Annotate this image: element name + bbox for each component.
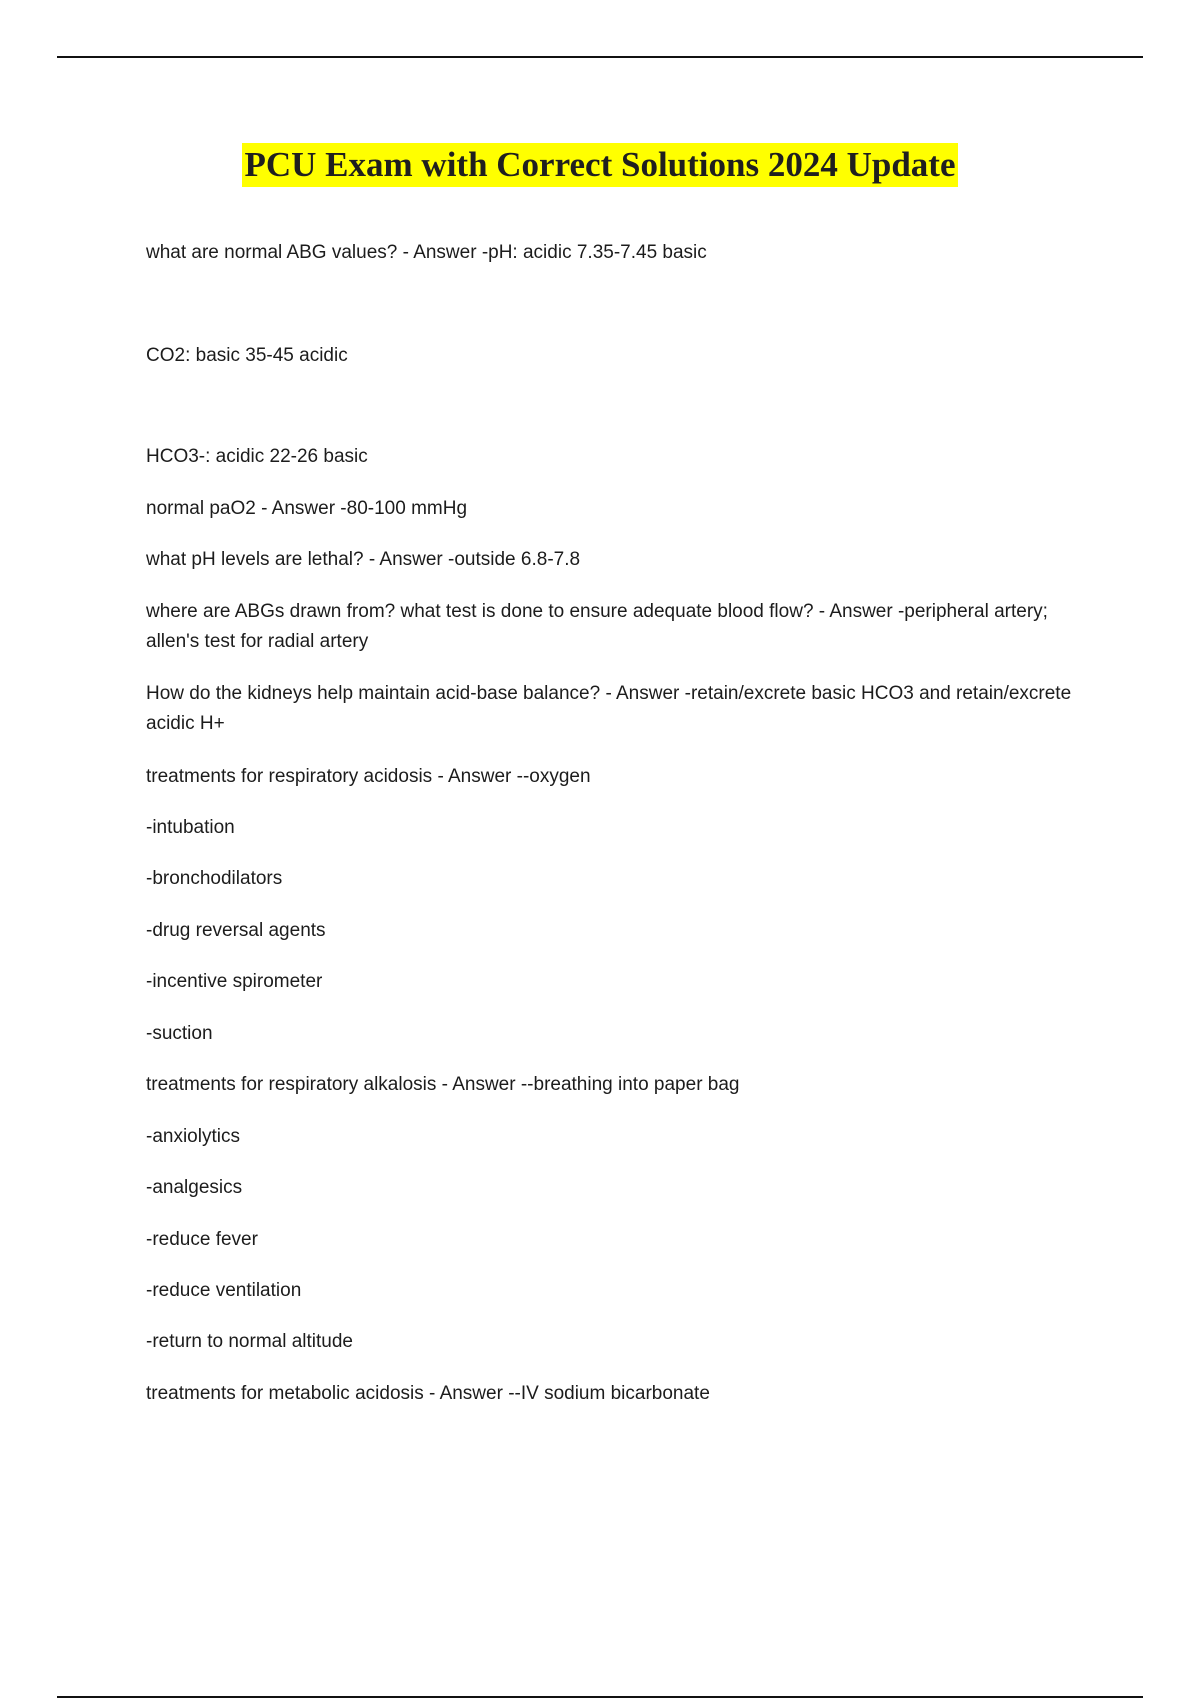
paragraph: -return to normal altitude [146,1331,353,1352]
paragraph: -suction [146,1023,213,1044]
paragraph: treatments for respiratory acidosis - Answer --oxygen [146,766,591,787]
paragraph: CO2: basic 35-45 acidic [146,345,348,366]
paragraph: -drug reversal agents [146,920,326,941]
paragraph: -anxiolytics [146,1126,240,1147]
title-block [0,143,1200,187]
paragraph: what are normal ABG values? - Answer -pH: acidic 7.35-7.45 basic [146,242,707,263]
paragraph: -reduce fever [146,1229,258,1250]
document-title: PCU Exam with Correct Solutions 2024 Update [242,143,957,187]
paragraph: treatments for metabolic acidosis - Answer --IV sodium bicarbonate [146,1383,710,1404]
paragraph: How do the kidneys help maintain acid-base balance? - Answer -retain/excrete basic HCO3 and retain/excrete acidic H+ [146,683,1072,734]
paragraph: treatments for respiratory alkalosis - Answer --breathing into paper bag [146,1074,740,1095]
paragraph: -intubation [146,817,235,838]
header-rule [57,56,1143,58]
paragraph: -reduce ventilation [146,1280,302,1301]
paragraph: -incentive spirometer [146,971,323,992]
paragraph: what pH levels are lethal? - Answer -outside 6.8-7.8 [146,549,581,570]
paragraph: -analgesics [146,1177,243,1198]
paragraph: where are ABGs drawn from? what test is done to ensure adequate blood flow? - Answer -peripheral artery; allen's test for radial artery [146,601,1048,652]
paragraph: -bronchodilators [146,868,283,889]
paragraph: HCO3-: acidic 22-26 basic [146,446,368,467]
paragraph: normal paO2 - Answer -80-100 mmHg [146,498,468,519]
footer-rule [57,1696,1143,1698]
